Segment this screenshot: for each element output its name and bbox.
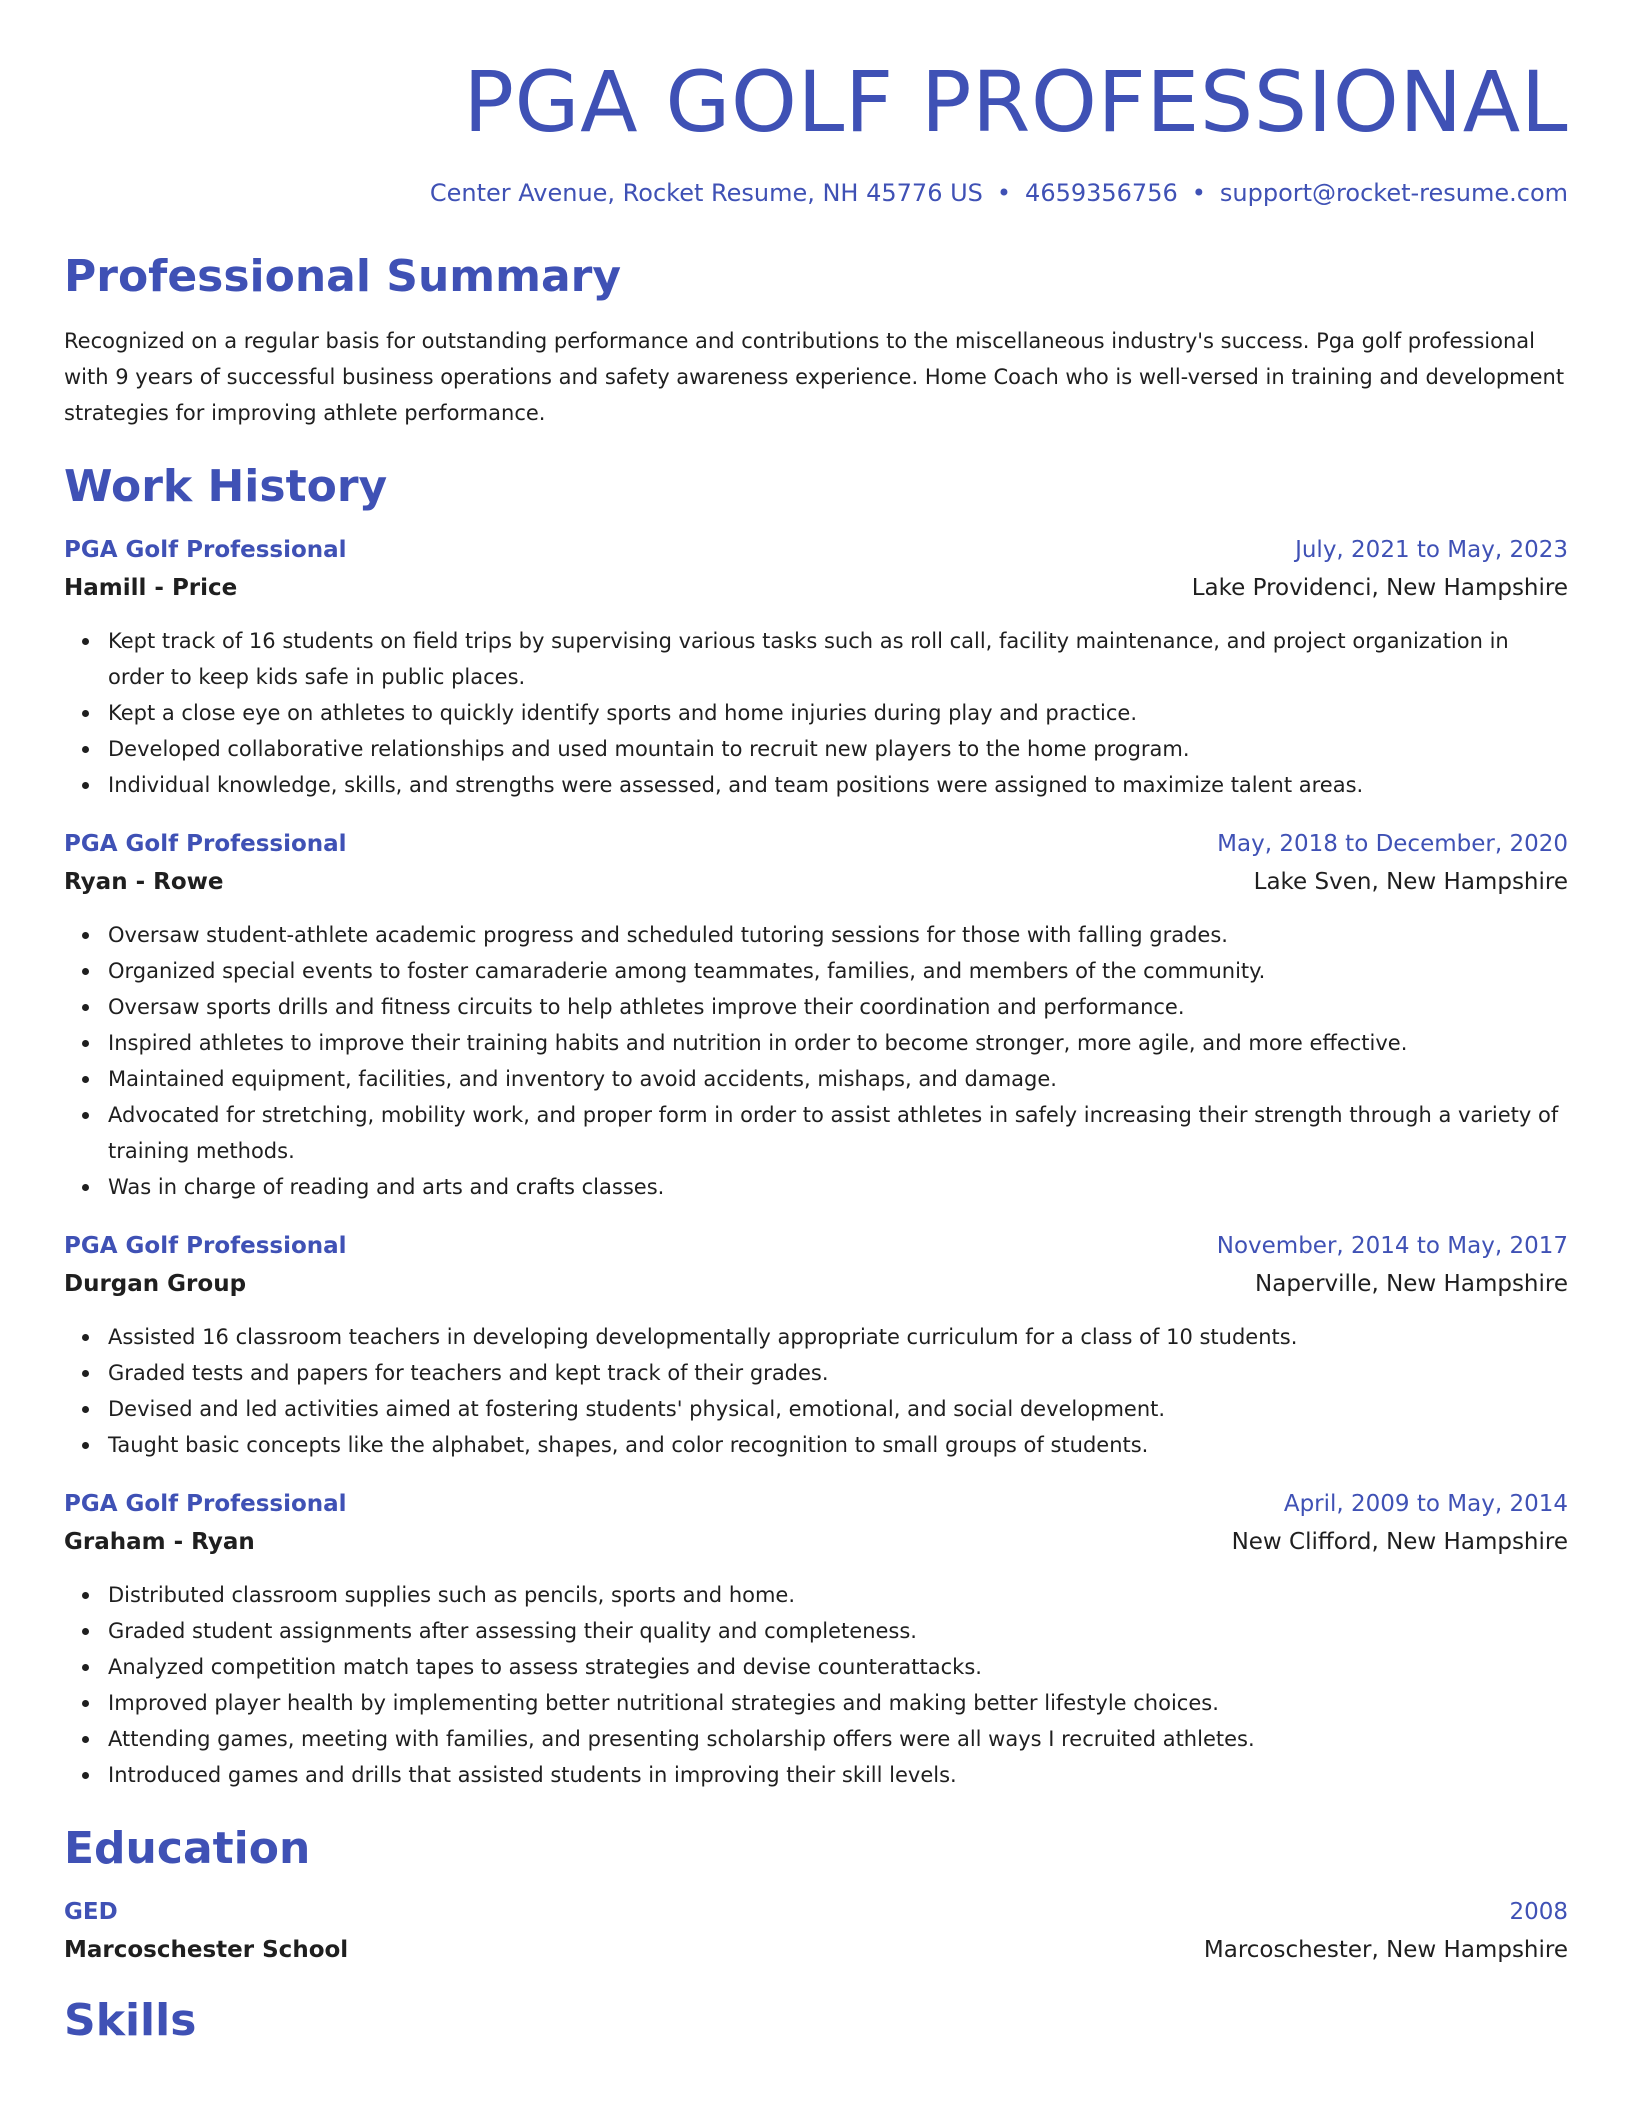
- job-dates: July, 2021 to May, 2023: [1295, 537, 1568, 563]
- job-bullet: Advocated for stretching, mobility work, and proper form in order to assist athletes in safely increasing their strength through a variety of training methods.: [108, 1097, 1568, 1169]
- job-bullet: Inspired athletes to improve their training habits and nutrition in order to become stronger, more agile, and more effective.: [108, 1025, 1568, 1061]
- education-entry: [64, 1893, 1568, 1969]
- job-bullet-list: [64, 1577, 1568, 1793]
- summary-text: Recognized on a regular basis for outstanding performance and contributions to the miscellaneous industry's success. Pga golf professional with 9 years of successful business operations and safety awareness experience. Home Coach who is well-versed in training and development strategies for improving athlete performance.: [64, 329, 1565, 425]
- education-year: 2008: [1509, 1899, 1568, 1925]
- job-company: Durgan Group: [64, 1271, 247, 1297]
- job-bullet: Oversaw sports drills and fitness circuits to help athletes improve their coordination and performance.: [108, 989, 1568, 1025]
- job-bullet: Attending games, meeting with families, and presenting scholarship offers were all ways I recruited athletes.: [108, 1721, 1568, 1757]
- job-title: PGA Golf Professional: [64, 831, 347, 857]
- job-bullet-list: [64, 1319, 1568, 1463]
- job-bullet-list: [64, 917, 1568, 1205]
- job-location: New Clifford, New Hampshire: [1231, 1529, 1568, 1555]
- job-entry: [64, 531, 1568, 803]
- contact-email[interactable]: support@rocket-resume.com: [1219, 179, 1568, 207]
- job-bullet: Devised and led activities aimed at fostering students' physical, emotional, and social development.: [108, 1391, 1568, 1427]
- work-history-heading: Work History: [64, 461, 388, 512]
- contact-line: [64, 179, 1568, 207]
- contact-separator: •: [996, 179, 1012, 207]
- job-dates: November, 2014 to May, 2017: [1216, 1233, 1568, 1259]
- resume-name: PGA GOLF PROFESSIONAL: [463, 53, 1568, 151]
- job-company: Graham - Ryan: [64, 1529, 255, 1555]
- job-location: Lake Sven, New Hampshire: [1253, 869, 1568, 895]
- job-location: Naperville, New Hampshire: [1255, 1271, 1568, 1297]
- contact-address: Center Avenue, Rocket Resume, NH 45776 US: [429, 179, 983, 207]
- skills-heading: Skills: [64, 1995, 197, 2046]
- job-bullet: Assisted 16 classroom teachers in developing developmentally appropriate curriculum for a class of 10 students.: [108, 1319, 1568, 1355]
- job-bullet: Graded student assignments after assessing their quality and completeness.: [108, 1613, 1568, 1649]
- education-degree: GED: [64, 1899, 118, 1925]
- job-company: Ryan - Rowe: [64, 869, 224, 895]
- job-bullet: Kept a close eye on athletes to quickly identify sports and home injuries during play and practice.: [108, 695, 1568, 731]
- job-bullet: Introduced games and drills that assisted students in improving their skill levels.: [108, 1757, 1568, 1793]
- job-company: Hamill - Price: [64, 575, 238, 601]
- resume-page: [64, 0, 1568, 2046]
- job-dates: April, 2009 to May, 2014: [1283, 1491, 1568, 1517]
- contact-phone: 4659356756: [1025, 179, 1178, 207]
- summary-heading: Professional Summary: [64, 251, 622, 302]
- job-bullet: Taught basic concepts like the alphabet, shapes, and color recognition to small groups of students.: [108, 1427, 1568, 1463]
- education-heading: Education: [64, 1823, 311, 1874]
- job-entry: [64, 1227, 1568, 1463]
- education-location: Marcoschester, New Hampshire: [1203, 1937, 1568, 1963]
- job-bullet: Improved player health by implementing better nutritional strategies and making better lifestyle choices.: [108, 1685, 1568, 1721]
- job-location: Lake Providenci, New Hampshire: [1191, 575, 1568, 601]
- job-bullet: Oversaw student-athlete academic progress and scheduled tutoring sessions for those with falling grades.: [108, 917, 1568, 953]
- job-bullet: Individual knowledge, skills, and strengths were assessed, and team positions were assigned to maximize talent areas.: [108, 767, 1568, 803]
- contact-separator: •: [1191, 179, 1206, 207]
- job-bullet: Was in charge of reading and arts and crafts classes.: [108, 1169, 1568, 1205]
- job-bullet: Developed collaborative relationships and used mountain to recruit new players to the home program.: [108, 731, 1568, 767]
- job-title: PGA Golf Professional: [64, 1491, 347, 1517]
- education-school: Marcoschester School: [64, 1937, 349, 1963]
- job-title: PGA Golf Professional: [64, 537, 347, 563]
- job-bullet: Distributed classroom supplies such as pencils, sports and home.: [108, 1577, 1568, 1613]
- job-title: PGA Golf Professional: [64, 1233, 347, 1259]
- job-bullet: Graded tests and papers for teachers and kept track of their grades.: [108, 1355, 1568, 1391]
- job-bullet: Organized special events to foster camaraderie among teammates, families, and members of the community.: [108, 953, 1568, 989]
- job-entry: [64, 825, 1568, 1205]
- job-bullet: Maintained equipment, facilities, and inventory to avoid accidents, mishaps, and damage.: [108, 1061, 1568, 1097]
- job-bullet: Analyzed competition match tapes to assess strategies and devise counterattacks.: [108, 1649, 1568, 1685]
- job-bullet-list: [64, 623, 1568, 803]
- job-entry: [64, 1485, 1568, 1793]
- job-bullet: Kept track of 16 students on field trips by supervising various tasks such as roll call, facility maintenance, and project organization in order to keep kids safe in public places.: [108, 623, 1568, 695]
- job-dates: May, 2018 to December, 2020: [1217, 831, 1568, 857]
- work-history-list: [64, 531, 1568, 1793]
